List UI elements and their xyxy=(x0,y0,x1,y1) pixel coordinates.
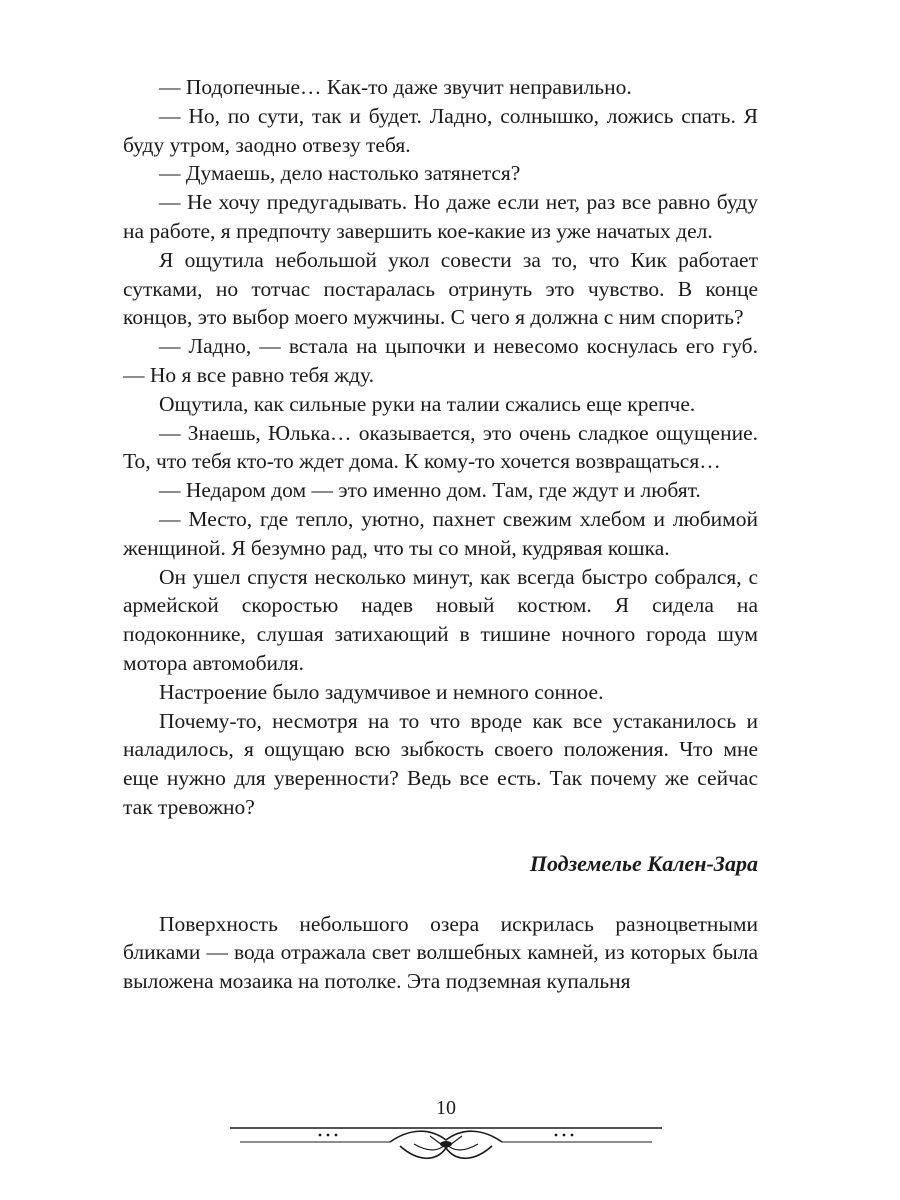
section-heading: Подземелье Кален-Зара xyxy=(529,850,758,876)
paragraph: Настроение было задумчивое и немного сонное. xyxy=(159,679,604,704)
paragraph: — Не хочу предугадывать. Но даже если нет, раз все равно буду на работе, я предпочту завершить кое-какие из уже начатых дел. xyxy=(123,190,758,243)
paragraph: — Ладно, — встала на цыпочки и невесомо коснулась его губ. — Но я все равно тебя жду. xyxy=(123,334,758,387)
paragraph: — Место, где тепло, уютно, пахнет свежим хлебом и любимой женщиной. Я безумно рад, что ты со мной, кудрявая кошка. xyxy=(123,506,758,560)
paragraph: Он ушел спустя несколько минут, как всегда быстро собрался, с армейской скоростью надев новый костюм. Я сидела на подоконнике, слушая затихающий в тишине ночного города шум мотора автомобиля. xyxy=(123,564,758,675)
page-footer xyxy=(230,1096,662,1176)
paragraph: — Подопечные… Как-то даже звучит неправильно. xyxy=(159,75,632,99)
paragraph: Почему-то, несмотря на то что вроде как все устаканилось и наладилось, я ощущаю всю зыбкость своего положения. Что мне еще нужно для уверенности? Ведь все есть. Так почему же сейчас так тревожно? xyxy=(123,708,758,819)
paragraph: Я ощутила небольшой укол совести за то, что Кик работает сутками, но тотчас постаралась отринуть это чувство. В конце концов, это выбор моего мужчины. С чего я должна с ним спорить? xyxy=(123,247,758,330)
paragraph: — Думаешь, дело настолько затянется? xyxy=(159,161,521,186)
page-body xyxy=(123,73,758,996)
paragraph: — Но, по сути, так и будет. Ладно, солнышко, ложись спать. Я буду утром, заодно отвезу тебя. xyxy=(123,103,758,157)
paragraph: Поверхность небольшого озера искрилась разноцветными бликами — вода отражала свет волшебных камней, из которых была выложена мозаика на потолке. Эта подземная купальня xyxy=(123,911,758,994)
paragraph: — Знаешь, Юлька… оказывается, это очень сладкое ощущение. То, что тебя кто-то ждет дома. К кому-то хочется возвращаться… xyxy=(123,420,758,474)
paragraph: Ощутила, как сильные руки на талии сжались еще крепче. xyxy=(159,391,696,416)
paragraph: — Недаром дом — это именно дом. Там, где ждут и любят. xyxy=(159,478,701,503)
page-number: 10 xyxy=(436,1097,456,1119)
footer-ornament-icon xyxy=(230,1118,662,1174)
